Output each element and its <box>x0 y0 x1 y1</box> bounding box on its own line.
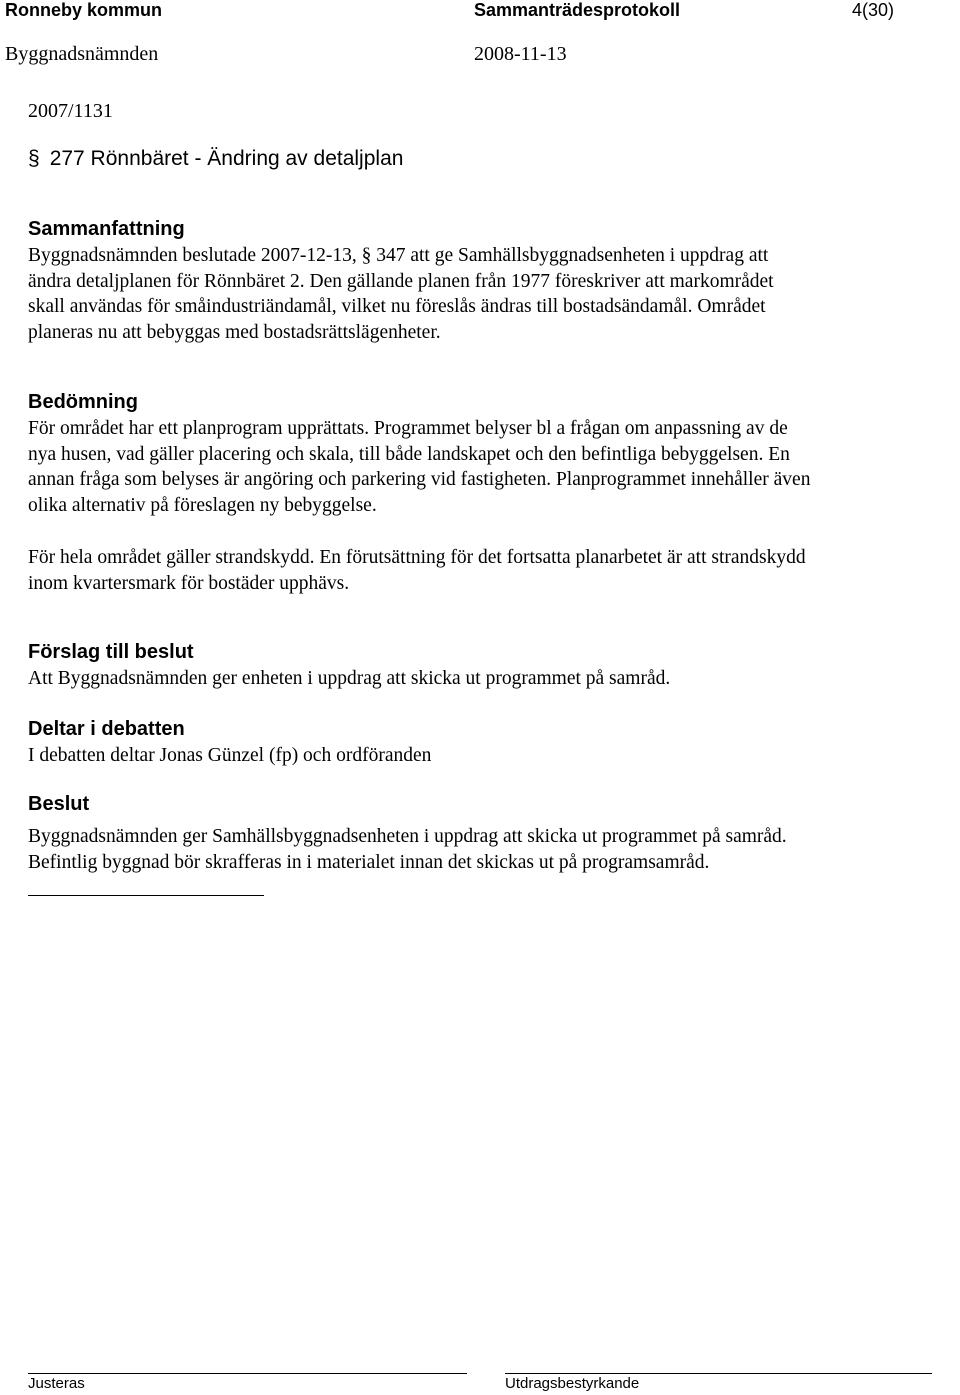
municipality-name: Ronneby kommun <box>5 0 163 20</box>
section-title-sammanfattning: Sammanfattning <box>28 218 185 240</box>
footer-justeras: Justeras <box>28 1375 85 1392</box>
text-line: inom kvartersmark för bostäder upphävs. <box>28 572 350 594</box>
bedomning-body <box>28 416 810 519</box>
page-number: 4(30) <box>852 0 895 20</box>
beslut-body <box>28 824 787 875</box>
text-line: skall användas för småindustriändamål, vilket nu föreslås ändras till bostadsändamål. Området <box>28 296 766 318</box>
committee-name: Byggnadsnämnden <box>5 43 159 65</box>
text-line: För hela området gäller strandskydd. En förutsättning för det fortsatta planarbetet är att strandskydd <box>28 547 806 568</box>
text-line: planeras nu att bebyggas med bostadsrättslägenheter. <box>28 322 441 344</box>
footer-utdragsbestyrkande: Utdragsbestyrkande <box>505 1375 640 1392</box>
case-heading-text: 277 Rönnbäret - Ändring av detaljplan <box>49 147 404 170</box>
text-line: Befintlig byggnad bör skrafferas in i materialet innan det skickas ut på programsamråd. <box>28 851 710 873</box>
meeting-date: 2008-11-13 <box>474 43 567 65</box>
text-line: För området har ett planprogram upprättats. Programmet belyser bl a frågan om anpassning av de <box>28 418 788 439</box>
section-sign: § <box>28 147 40 170</box>
text-line: olika alternativ på föreslagen ny bebyggelse. <box>28 495 377 517</box>
section-title-debatt: Deltar i debatten <box>28 718 185 740</box>
footer-divider-right <box>505 1373 932 1374</box>
signature-line <box>28 895 264 896</box>
case-heading <box>28 147 403 171</box>
bedomning-body-2 <box>28 545 806 596</box>
section-title-forslag: Förslag till beslut <box>28 641 194 663</box>
text-line: annan fråga som belyses är angöring och parkering vid fastigheten. Planprogrammet innehåller även <box>28 469 811 491</box>
document-type: Sammanträdesprotokoll <box>474 0 681 20</box>
text-line: nya husen, vad gäller placering och skala, till både landskapet och den befintliga bebyggelsen. En <box>28 443 790 465</box>
text-line: Byggnadsnämnden beslutade 2007-12-13, § 347 att ge Samhällsbyggnadsenheten i uppdrag att <box>28 245 769 266</box>
footer-divider-left <box>28 1373 467 1374</box>
case-number: 2007/1131 <box>28 100 113 122</box>
text-line: ändra detaljplanen för Rönnbäret 2. Den gällande planen från 1977 föreskriver att markområdet <box>28 270 774 292</box>
debatt-text: I debatten deltar Jonas Günzel (fp) och ordföranden <box>28 745 432 766</box>
section-title-bedomning: Bedömning <box>28 391 138 413</box>
section-title-beslut: Beslut <box>28 793 90 815</box>
sammanfattning-body <box>28 243 774 346</box>
text-line: Byggnadsnämnden ger Samhällsbyggnadsenheten i uppdrag att skicka ut programmet på samråd. <box>28 826 787 847</box>
forslag-text: Att Byggnadsnämnden ger enheten i uppdrag att skicka ut programmet på samråd. <box>28 668 671 689</box>
